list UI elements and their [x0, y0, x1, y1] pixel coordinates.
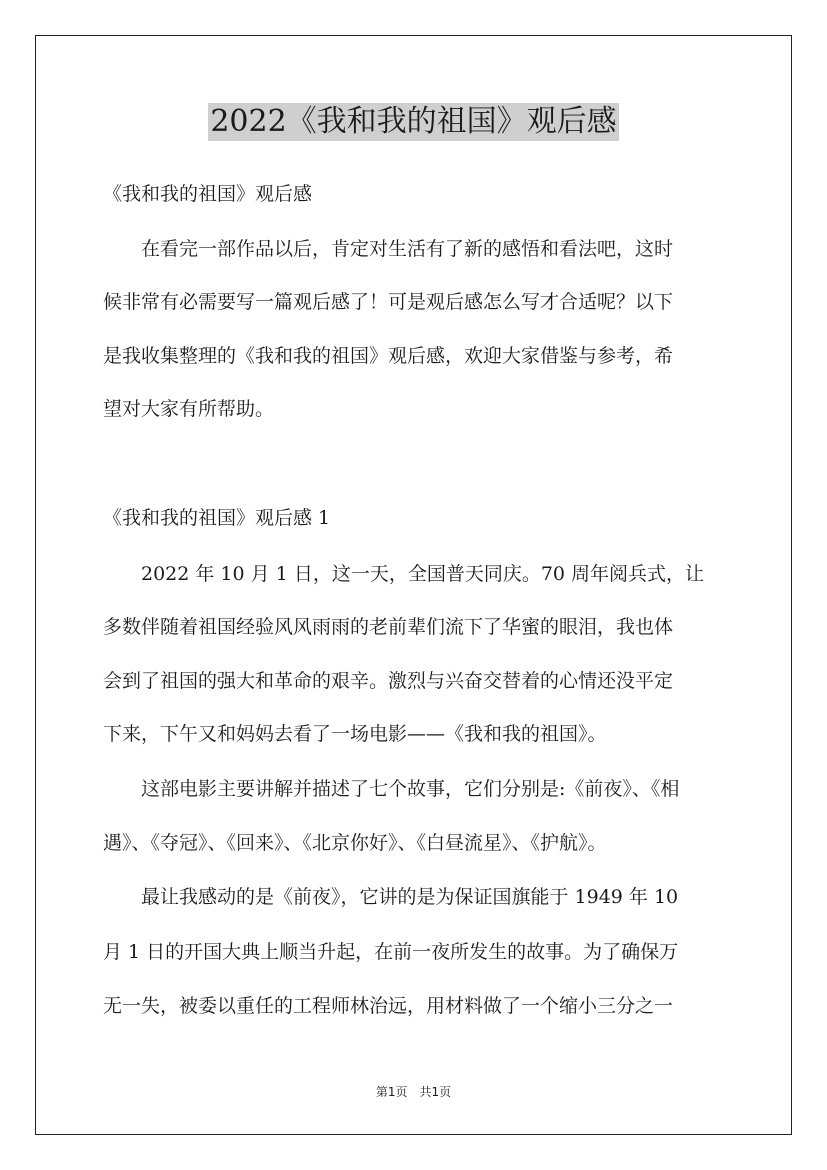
- paragraph-line: 是我收集整理的《我和我的祖国》观后感，欢迎大家借鉴与参考，希: [103, 345, 674, 367]
- paragraph-line: 这部电影主要讲解并描述了七个故事，它们分别是:《前夜》、《相: [103, 778, 680, 800]
- paragraph-line: 最让我感动的是《前夜》，它讲的是为保证国旗能于 1949 年 10: [103, 886, 679, 908]
- document-title: 2022《我和我的祖国》观后感: [210, 104, 617, 139]
- paragraph-line: 遇》、《夺冠》、《回来》、《北京你好》、《白昼流星》、《护航》。: [103, 832, 607, 854]
- section-heading: 《我和我的祖国》观后感 1: [103, 507, 331, 529]
- paragraph-line: 多数伴随着祖国经验风风雨雨的老前辈们流下了华蜜的眼泪，我也体: [103, 616, 674, 638]
- paragraph-line: 候非常有必需要写一篇观后感了！可是观后感怎么写才合适呢？以下: [103, 291, 674, 313]
- paragraph-line: 会到了祖国的强大和革命的艰辛。激烈与兴奋交替着的心情还没平定: [103, 670, 674, 692]
- paragraph-line: 月 1 日的开国大典上顺当升起，在前一夜所发生的故事。为了确保万: [103, 941, 679, 963]
- paragraph-line: 2022 年 10 月 1 日，这一天，全国普天同庆。70 周年阅兵式，让: [103, 563, 705, 585]
- paragraph-line: 无一失，被委以重任的工程师林治远，用材料做了一个缩小三分之一: [103, 995, 674, 1017]
- paragraph-line: 在看完一部作品以后，肯定对生活有了新的感悟和看法吧，这时: [103, 238, 674, 260]
- title-container: [0, 103, 827, 141]
- paragraph-line: 望对大家有所帮助。: [103, 398, 275, 420]
- page-footer: 第1页 共1页: [375, 1085, 452, 1099]
- intro-heading: 《我和我的祖国》观后感: [103, 183, 313, 205]
- paragraph-line: 下来，下午又和妈妈去看了一场电影——《我和我的祖国》。: [103, 723, 607, 745]
